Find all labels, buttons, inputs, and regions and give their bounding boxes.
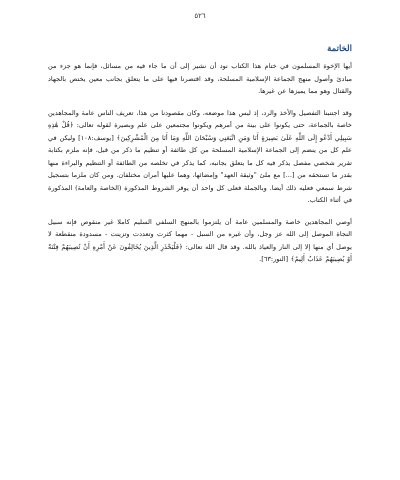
paragraph-intro: أيها الإخوة المسلمون في ختام هذا الكتاب نود أن نشير إلى أن ما جاء فيه من مسائل، فإنما هو جزء من مبادئ وأصول منهج الجماعة الإسلامية المسلحة، وقد اقتصرنا فيها على ما يتعلق بجانب معين يختص بالجهاد والقتال وهو مما يميزها عن غيرها. [48, 62, 352, 95]
section-heading: الخاتمة [327, 44, 352, 54]
paragraph-body: وقد اجتنبنا التفصيل والأخذ والرد، إذ ليس هذا موضعه، وكان مقصودنا من هذا، تعريف الناس عامة والمجاهدين خاصة بالجماعة، حتى يكونوا على بينة من أمرهم ويكونوا مجتمعين على علم وبصيرة لقوله تعالى: ﴿قُلْ هَٰذِهِ سَبِيلِي أَدْعُو إِلَى اللَّهِ عَلَىٰ بَصِيرَةٍ أَنَا وَمَنِ اتَّبَعَنِي وَسُبْحَانَ اللَّهِ وَمَا أَنَا مِنَ الْمُشْرِكِينَ﴾ [يوسف:١٠٨] وليكن في علم كل من ينضم إلى الجماعة الإسلامية المسلحة من كل طائفة أو تنظيم ما ذكر من قبل، فإنه ملزم بكتابة تقرير شخصي مفصل يذكر فيه كل ما يتعلق بجانبه، كما يذكر في تخلصه من الطائفة أو التنظيم والبراءة منها بقدر ما تستحقه من [...] مع ملئ "وثيقة العهد" وإمضائها، وهما عليها أمران مختلفان. ومن كان ملزما بتسجيل شرط سمعي فعليه ذلك أيضا. وبالجملة فعلى كل واحد أن يوفر الشروط المذكورة (الخاصة والعامة) المذكورة في أثناء الكتاب. [48, 108, 352, 204]
paragraph-advice: أوصي المجاهدين خاصة والمسلمين عامة أن يلتزموا بالمنهج السلفي السليم كاملا غير منقوص فإنه سبيل النجاة الموصل إلى الله عز وجل، وأن غيره من السبل - مهما كثرت وتعددت وتزينت - مسدودة منقطعة لا يوصل أي منها إلا إلى النار والعياذ بالله. وقد قال الله تعالى: ﴿فَلْيَحْذَرِ الَّذِينَ يُخَالِفُونَ عَنْ أَمْرِهِ أَنْ تُصِيبَهُمْ فِتْنَةٌ أَوْ يُصِيبَهُمْ عَذَابٌ أَلِيمٌ﴾ [النور:٦٣]. [48, 217, 352, 263]
page-number: ٥٢٦ [194, 12, 206, 20]
